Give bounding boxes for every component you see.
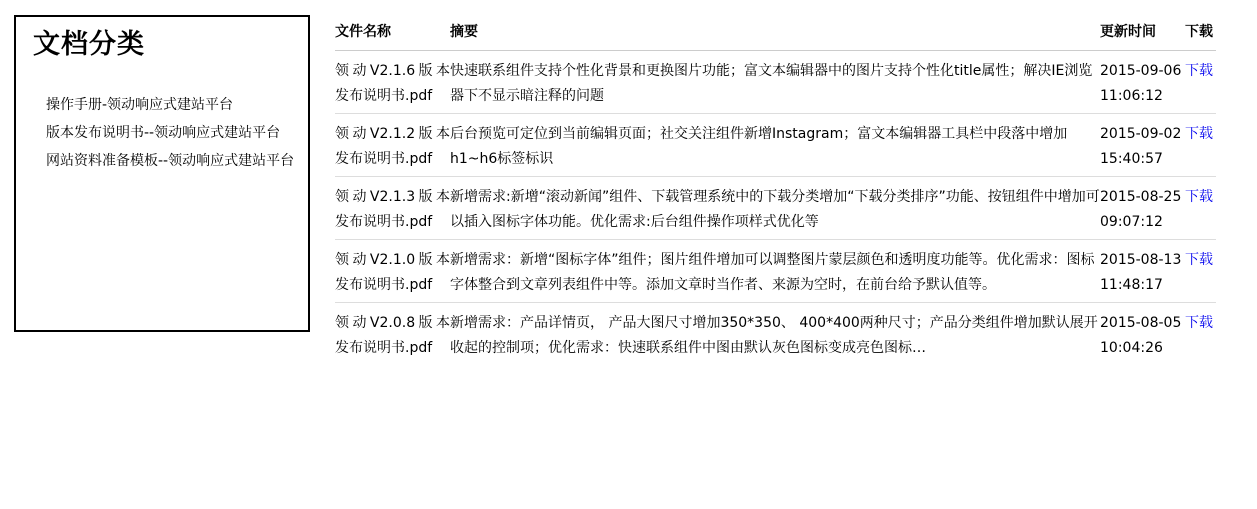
download-link[interactable]: 下载 [1185, 189, 1213, 205]
download-link[interactable]: 下载 [1185, 252, 1213, 268]
updated-time-cell: 2015-08-13 11:48:17 [1100, 240, 1185, 303]
download-cell [1185, 51, 1216, 114]
download-link[interactable]: 下载 [1185, 63, 1213, 79]
updated-time-cell: 2015-08-05 10:04:26 [1100, 315, 1182, 356]
category-link[interactable]: 操作手册-领动响应式建站平台 [46, 97, 234, 113]
download-link[interactable]: 下载 [1185, 315, 1213, 331]
document-category-panel [14, 15, 310, 332]
download-cell [1185, 303, 1216, 366]
summary-cell: 新增需求：产品详情页， 产品大图尺寸增加350*350、 400*400两种尺寸；产品分类组件增加默认展开收起的控制项；优化需求：快速联系组件中图由默认灰色图标变成亮色图标… [450, 315, 1098, 356]
updated-time-cell: 2015-09-02 15:40:57 [1100, 114, 1185, 177]
document-row [335, 303, 1216, 366]
document-row [335, 240, 1216, 303]
category-panel-title: 文档分类 [33, 29, 145, 60]
download-link[interactable]: 下载 [1185, 126, 1213, 142]
file-name-cell: 领动V2.1.6版本发布说明书.pdf [335, 51, 450, 114]
summary-cell: 新增需求：新增“图标字体”组件；图片组件增加可以调整图片蒙层颜色和透明度功能等。优化需求：图标字体整合到文章列表组件中等。添加文章时当作者、来源为空时，在前台给予默认值等。 [450, 240, 1100, 303]
header-row [335, 0, 1216, 51]
file-name-cell: 领动V2.1.2版本发布说明书.pdf [335, 114, 450, 177]
summary-cell: 快速联系组件支持个性化背景和更换图片功能；富文本编辑器中的图片支持个性化title属性；解决IE浏览器下不显示暗注释的问题 [450, 51, 1100, 114]
summary-cell: 新增需求:新增“滚动新闻”组件、下载管理系统中的下载分类增加“下载分类排序”功能、按钮组件中增加可以插入图标字体功能。优化需求:后台组件操作项样式优化等 [450, 177, 1100, 240]
column-header-summary: 摘要 [450, 0, 1100, 51]
updated-time-cell: 2015-08-25 09:07:12 [1100, 177, 1185, 240]
summary-cell: 后台预览可定位到当前编辑页面；社交关注组件新增Instagram；富文本编辑器工具栏中段落中增加h1~h6标签标识 [450, 114, 1100, 177]
updated-time-cell: 2015-09-06 11:06:12 [1100, 51, 1185, 114]
column-header-file-name: 文件名称 [335, 0, 450, 51]
document-table-header [335, 0, 1216, 51]
category-link[interactable]: 版本发布说明书--领动响应式建站平台 [46, 125, 281, 141]
file-name-cell: 领动V2.1.0版本发布说明书.pdf [335, 240, 450, 303]
category-link[interactable]: 网站资料准备模板--领动响应式建站平台 [46, 153, 295, 169]
column-header-updated-time: 更新时间 [1100, 0, 1185, 51]
category-list [46, 91, 308, 175]
document-table-body [335, 51, 1216, 366]
document-row [335, 51, 1216, 114]
document-row [335, 114, 1216, 177]
document-list-section [335, 0, 1216, 365]
download-cell [1185, 114, 1216, 177]
download-cell [1185, 177, 1216, 240]
file-name-cell: 领动V2.1.3版本发布说明书.pdf [335, 177, 450, 240]
document-row [335, 177, 1216, 240]
file-name-cell: 领动V2.0.8版本发布说明书.pdf [335, 315, 450, 356]
document-table [335, 0, 1216, 365]
column-header-download: 下载 [1185, 0, 1216, 51]
download-cell [1185, 240, 1216, 303]
